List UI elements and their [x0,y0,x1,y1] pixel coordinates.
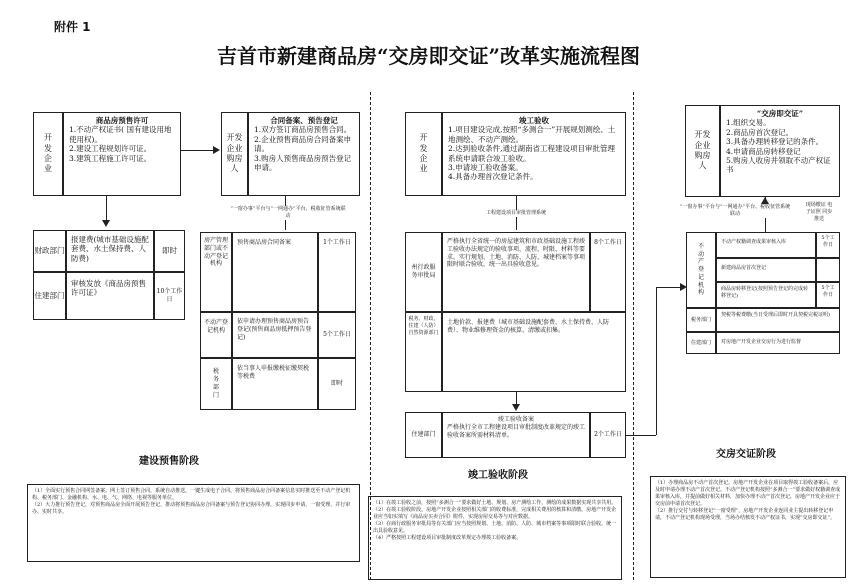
dept-time: 10个工作日 [156,288,183,303]
stage3-subject [685,105,720,197]
acceptance-heading: 竣工验收 [519,116,549,125]
handover-item: 2.商品房首次登记。 [726,127,794,137]
certificate-push-note: 现场缴证 电子证照 同步推送 [805,202,833,222]
stage1-desc-cell [66,272,154,320]
connector-line [181,150,217,151]
arrow-down-icon [512,404,520,411]
table-time: 1个工作日 [323,239,351,246]
stage3-notes [650,476,846,578]
stage1-time-cell [154,230,185,272]
contract-filing-heading: 合同备案、预告登记 [270,116,338,125]
presale-permit-heading: 商品房预售许可 [95,116,149,125]
joint-desc: 严格执行全省统一的房屋建筑和市政基础设施工程竣工验收办法规定的验收事项、流程、时限、材料等要求。实行规划、土地、消防、人防、城建档案等事项限时联合验收，统一出具验收意见。 [447,238,586,269]
stage1-time-cell [154,272,185,320]
handover-item: 4.申请商品房转移登记 [726,146,801,156]
presale-permit-box [63,112,181,196]
handover-item: 5.购房人收房并领取不动产权证书 [726,155,831,175]
stage3-subject-text: 开发企业 购房人 [694,130,711,171]
note-line: （1）办理商品房不动产首次登记。房地产开发企业在项目取得竣工验收备案后，应及时申请办理不动产首次登记。不动产登记机构按照“多测合一”要求做好权籍调查成果审核入库，并提前做好相关材料，加快办理不动产首次登记，房地产开发企业应于交房前申请首次登记。 [655,480,841,507]
dept-label: 财政部门 [34,246,65,256]
connector-line [626,435,656,436]
dept-label: 住建部门 [34,291,65,301]
presale-permit-item: 1.不动产权证书( 国有建设用地使用权)。 [69,125,172,144]
presale-permit-item: 2.建设工程规划许可证。 [69,144,152,154]
stage1-notes [27,484,360,562]
table-time-cell [318,312,356,358]
filing-time-cell [590,412,626,458]
dept-desc: 报建费(城市基础设施配套费、水土保持费、人防费) [71,235,149,263]
verify-desc: 土地价款、报建费（城市基础设施配套费、水土保持费、人防费）、物业维修理资金的核算、清缴或扣集。 [447,319,610,334]
stage1-contract-subject [221,112,248,196]
table-dept: 税务部门 [212,368,219,399]
contract-filing-box [248,112,360,196]
housing-desc-cell [716,332,840,354]
housing-dept: 住建部门 [690,339,711,346]
registry-time-cell [816,258,840,282]
registry-time-cell [816,282,840,308]
filing-desc-cell [442,412,590,458]
housing-desc: 对房地产开发企业交房行为进行监督 [721,339,802,345]
registry-time-cell [816,232,840,258]
registry-time: 5个工作日 [821,285,835,298]
stage1-subject-text: 开发企业 [44,133,52,174]
online-linkage-note: “一窗办事”平台与“一网通办”平台、税收征管系统联动 [230,206,346,219]
stage2-title: 竣工验收阶段 [468,470,528,481]
connector-line [656,287,682,288]
registry-desc: 不动产权籍调查成果审核入库 [721,239,787,245]
filing-dept: 住建部门 [411,431,436,439]
verify-dept-cell [405,312,442,392]
table-desc-cell [232,232,318,312]
table-desc: 依申请办理预售商品房预告登记(预售商品房抵押预告登记) [237,318,312,341]
filing-desc: 严格执行全市工程建设项目审批制度改革规定的竣工验收备案所需材料清单。 [447,423,586,439]
stage-separator-2 [633,92,634,580]
registry-desc-cell [716,282,816,308]
tax-desc: 契税等税费缴(当日受理后即时开具契税完税证明) [721,312,830,318]
dept-desc: 审核发放《商品房预售许可证》 [71,279,146,298]
table-dept-cell [200,358,232,410]
tax-dept-cell [686,308,716,332]
completion-acceptance-box [442,112,626,196]
note-line: （3）在商行政服务审批局等有关部门应当按照规划、土地、消防、人防、城市档案等事项限时联合验收，统一出具验收意见。 [373,521,617,534]
table-time-cell [318,358,356,410]
verify-dept: 税务、财政、住建（人防）自然资源部门 [408,316,439,336]
joint-time: 8个工作日 [594,239,622,246]
note-line: （1）在竣工验收之前，按照“多测合一”要求做好土地、规划、房产测绘工作，测绘的成果数据实现共享共用。 [373,500,617,506]
contract-subject-text: 开发企业 购房人 [226,133,243,174]
dept-time: 即时 [162,246,177,256]
table-dept: 不动产登记机构 [203,319,228,334]
stage1-title: 建设预售阶段 [139,456,199,467]
note-line: （1）全面实行预售合同网签备案。网上签订预售合同，系统自动推送，一键生成电子合同，将预售商品房合同备案信息实时推送至不动产登记机构、税务部门、金融机构、水、电、气、网络、电视等服务单位。 [32,488,351,501]
registry-dept: 不动产登记机构 [697,242,704,297]
table-dept-cell [200,312,232,358]
registry-desc: 新建商品房首次登记 [721,265,767,271]
table-desc: 依当事人申报缴税征缴契税等税费 [237,365,310,380]
filing-dept-cell [405,412,442,458]
stage1-dept-cell [33,230,66,272]
registry-time: 5个工作日 [821,235,835,248]
table-time: 即时 [330,380,343,388]
note-line: （2）在竣工验收阶段，房地产开发企业按照相关部门的收费标准，完成相关费用的核算和清缴。房地产开发企业应当如实填写《商品房买卖合同》附件，实现房屋交易等与对应数据。 [373,507,617,520]
contract-filing-item: 3.购房人预售商品房预告登记申请。 [254,153,352,172]
table-desc-cell [232,358,318,410]
table-time: 5个工作日 [323,331,351,339]
note-line: （4）严格按照工程建设项目审批制度改革规定办理竣工验收备案。 [373,535,522,541]
stage2-notes [368,496,622,580]
acceptance-item: 4.具备办理首次登记条件。 [448,172,538,182]
note-line: （2）推行交付与转移登记“一窗受理”，房地产开发企业连同业主提出转移登记申请，不动产登记机构现场受理，当场办结核发不动产权证书，实现“交房即交证”。 [655,508,836,521]
tax-desc-cell [716,308,840,332]
contract-filing-item: 2.企业预售商品房合同备案申请。 [254,134,352,154]
handover-item: 1.组织交易。 [726,118,771,128]
stage1-dept-cell [33,272,66,320]
registry-dept-cell [686,232,716,308]
arrow-up-icon [761,197,769,204]
tax-dept: 税务部门 [690,316,711,323]
table-dept: 房产管理部门或不动产登记机构 [203,237,228,268]
stage3-title: 交房交证阶段 [716,449,776,460]
registry-desc-cell [716,258,816,282]
table-dept-cell [200,232,232,312]
filing-heading: 竣工验收备案 [497,416,534,423]
connector-line [106,196,107,222]
arrow-right-icon [213,146,220,154]
table-desc-cell [232,312,318,358]
registry-desc: 商品房转移登记(按照预告登记的完成转移登记) [721,286,808,299]
joint-dept-cell [405,232,442,312]
stage2-subject-text: 开发企业 [419,133,428,174]
note-line: （2）大力推行预告登记，对预售商品房全面开展预告登记，推动将预售商品房合同备案与预告登记协同办理，实现同步申请、一窗受理、并行审办、实时共享。 [32,502,351,515]
presale-permit-item: 3.建筑工程施工许可证。 [69,153,152,163]
handover-item: 3.具备办理转移登记的条件。 [726,137,824,147]
table-desc: 预售商品房合同备案 [237,239,292,246]
stage1-developer-subject [33,112,63,196]
stage2-developer-subject [405,112,442,196]
online-linkage-note: “一窗办事”平台与“一网通办”平台、税收征管系统联动 [679,204,791,217]
verify-desc-cell [442,312,626,392]
handover-box [720,105,840,197]
page-title: 吉首市新建商品房“交房即交证”改革实施流程图 [216,44,640,68]
joint-dept: 州行政服务审批局 [411,264,436,279]
table-time-cell [318,232,356,312]
registry-desc-cell [716,232,816,258]
acceptance-item: 2.达到验收条件,通过湖南省工程建设项目审批管理系统申请联合竣工验收。 [448,144,616,163]
connector-line [656,287,657,435]
attachment-label: 附件 1 [54,20,91,34]
filing-time: 2个工作日 [594,431,622,439]
handover-heading: “交房即交证” [756,109,804,118]
arrow-down-icon [102,220,110,227]
contract-filing-item: 1.双方签订商品房预售合同。 [254,125,352,135]
system-note: 工程建设项目审批管理系统 [455,210,577,217]
joint-desc-cell [442,232,590,312]
acceptance-item: 1.项目建设完成,按照“多测合一”开展规划测绘、土地测绘、不动产测绘。 [448,125,616,144]
joint-time-cell [590,232,626,312]
acceptance-item: 3.申请竣工验收备案。 [448,162,523,172]
stage1-desc-cell [66,230,154,272]
housing-dept-cell [686,332,716,354]
